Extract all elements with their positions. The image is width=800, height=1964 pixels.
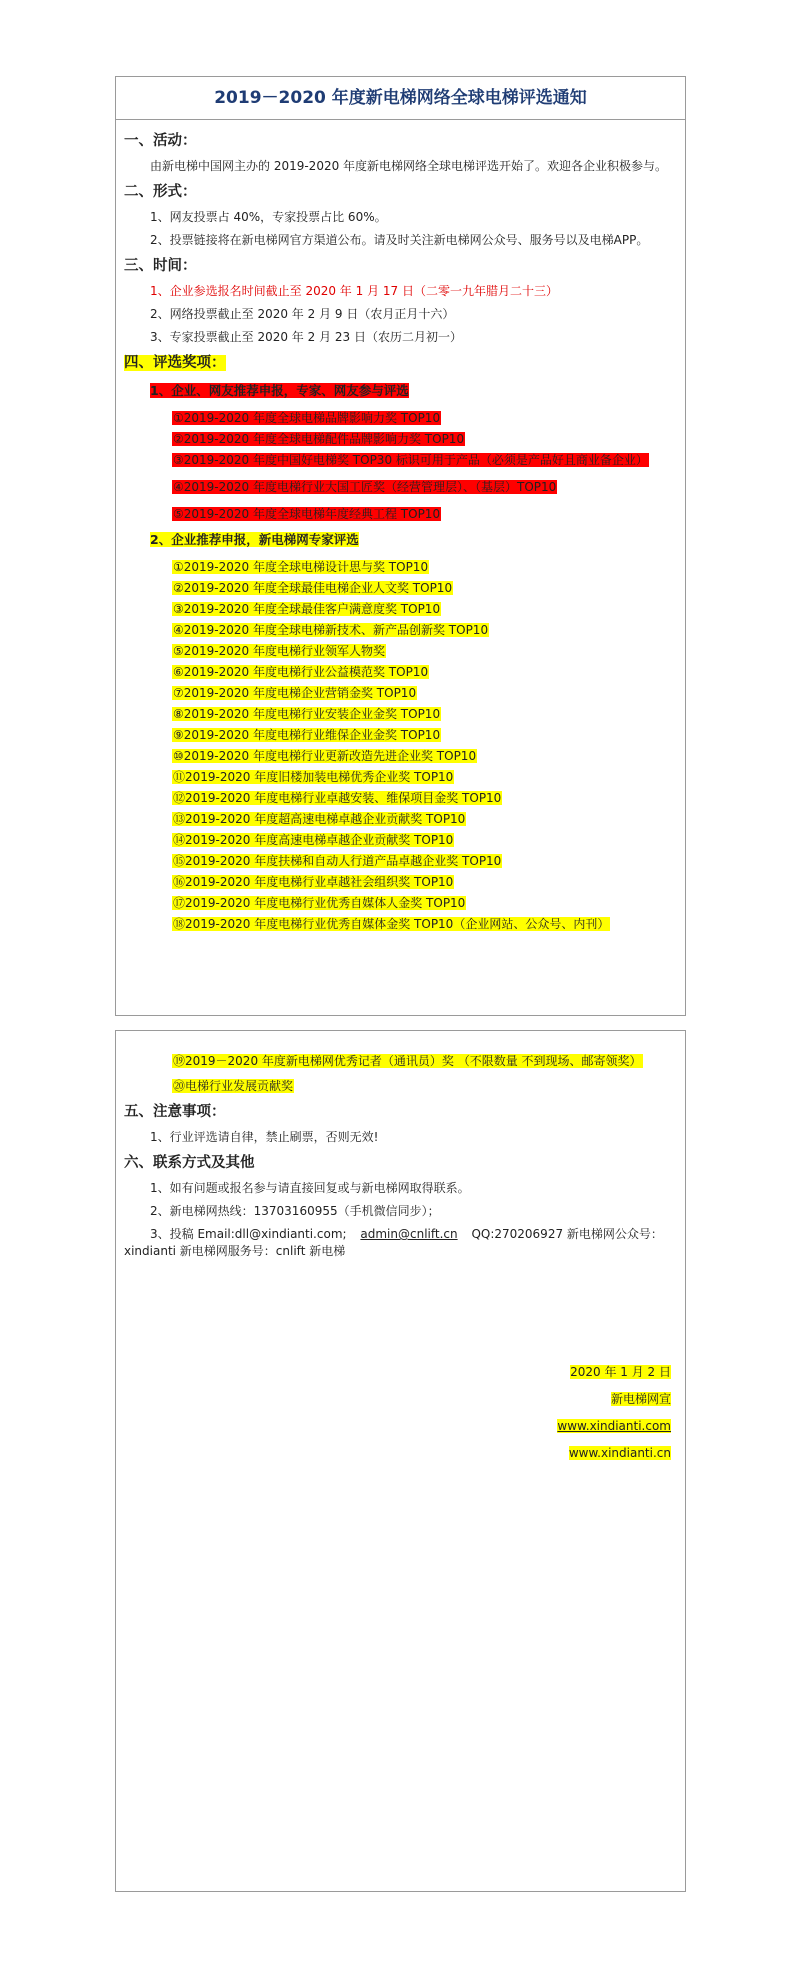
list-item: ②2019-2020 年度全球电梯配件品牌影响力奖 TOP10 xyxy=(173,432,465,446)
section-4-heading-text: 四、评选奖项： xyxy=(124,355,226,371)
category-1-heading-text: 1、企业、网友推荐申报，专家、网友参与评选 xyxy=(150,383,409,398)
page-title: 2019－2020 年度新电梯网络全球电梯评选通知 xyxy=(116,77,685,120)
list-item: ⑨2019-2020 年度电梯行业维保企业金奖 TOP10 xyxy=(173,728,441,742)
list-item: ⑧2019-2020 年度电梯行业安装企业金奖 TOP10 xyxy=(173,707,441,721)
document-page-2 xyxy=(115,1030,686,1892)
section-3-item-1: 1、企业参选报名时间截止至 2020 年 1 月 17 日（二零一九年腊月二十三） xyxy=(150,284,558,298)
page-1-content xyxy=(116,120,685,933)
section-3-item-3: 3、专家投票截止至 2020 年 2 月 23 日（农历二月初一） xyxy=(150,330,462,344)
contact-email-link[interactable]: admin@cnlift.cn xyxy=(360,1227,458,1241)
category-1-list xyxy=(124,410,679,523)
section-2-item-1: 1、网友投票占 40%，专家投票占比 60%。 xyxy=(150,210,387,224)
section-1-heading: 一、活动： xyxy=(124,133,197,149)
list-item: ⑭2019-2020 年度高速电梯卓越企业贡献奖 TOP10 xyxy=(173,833,454,847)
list-item: ③2019-2020 年度中国好电梯奖 TOP30 标识可用于产品（必须是产品好且商业备企业） xyxy=(173,453,648,467)
section-1-text: 由新电梯中国网主办的 2019-2020 年度新电梯网络全球电梯评选开始了。欢迎各企业积极参与。 xyxy=(150,159,668,173)
section-6-heading: 六、联系方式及其他 xyxy=(124,1155,255,1171)
page-2-content xyxy=(116,1031,685,1462)
list-item: ⑰2019-2020 年度电梯行业优秀自媒体人金奖 TOP10 xyxy=(173,896,466,910)
section-5-heading: 五、注意事项： xyxy=(124,1104,226,1120)
contact-prefix: 3、投稿 Email:dll@xindianti.com; xyxy=(150,1227,347,1241)
list-item: ④2019-2020 年度全球电梯新技术、新产品创新奖 TOP10 xyxy=(173,623,489,637)
list-item: ⑳电梯行业发展贡献奖 xyxy=(173,1079,294,1093)
section-4-heading xyxy=(124,352,679,374)
list-item: ④2019-2020 年度电梯行业大国工匠奖（经营管理层）、（基层）TOP10 xyxy=(173,480,557,494)
list-item: ⑲2019－2020 年度新电梯网优秀记者（通讯员）奖 （不限数量 不到现场、邮寄领奖） xyxy=(173,1054,642,1068)
list-item: ⑯2019-2020 年度电梯行业卓越社会组织奖 TOP10 xyxy=(173,875,454,889)
section-3-item-2: 2、网络投票截止至 2020 年 2 月 9 日（农月正月十六） xyxy=(150,307,455,321)
list-item: ①2019-2020 年度全球电梯设计思与奖 TOP10 xyxy=(173,560,429,574)
signature-site-1[interactable]: www.xindianti.com xyxy=(557,1419,671,1433)
list-item: ③2019-2020 年度全球最佳客户满意度奖 TOP10 xyxy=(173,602,441,616)
section-6-item-2: 2、新电梯网热线：13703160955（手机微信同步）； xyxy=(150,1204,440,1218)
section-3-heading: 三、时间： xyxy=(124,258,197,274)
signature-org: 新电梯网宣 xyxy=(610,1392,671,1406)
section-2-item-2: 2、投票链接将在新电梯网官方渠道公布。请及时关注新电梯网公众号、服务号以及电梯APP。 xyxy=(150,233,649,247)
list-item: ⑮2019-2020 年度扶梯和自动人行道产品卓越企业奖 TOP10 xyxy=(173,854,502,868)
list-item: ⑪2019-2020 年度旧楼加装电梯优秀企业奖 TOP10 xyxy=(173,770,454,784)
category-2-heading-text: 2、企业推荐申报，新电梯网专家评选 xyxy=(150,532,359,547)
signature-date: 2020 年 1 月 2 日 xyxy=(570,1365,671,1379)
document-page-1 xyxy=(115,76,686,1016)
section-6-item-3 xyxy=(124,1226,679,1260)
list-item: ⑤2019-2020 年度电梯行业领军人物奖 xyxy=(173,644,385,658)
list-item: ①2019-2020 年度全球电梯品牌影响力奖 TOP10 xyxy=(173,411,441,425)
category-2-list xyxy=(124,559,679,933)
section-5-item-1: 1、行业评选请自律，禁止刷票，否则无效! xyxy=(150,1130,379,1144)
section-6-item-1: 1、如有问题或报名参与请直接回复或与新电梯网取得联系。 xyxy=(150,1181,470,1195)
list-item: ⑱2019-2020 年度电梯行业优秀自媒体金奖 TOP10（企业网站、公众号、内刊） xyxy=(173,917,610,931)
section-2-heading: 二、形式： xyxy=(124,184,197,200)
list-item: ⑬2019-2020 年度超高速电梯卓越企业贡献奖 TOP10 xyxy=(173,812,466,826)
category-2-list-continued xyxy=(124,1053,679,1095)
list-item: ②2019-2020 年度全球最佳电梯企业人文奖 TOP10 xyxy=(173,581,453,595)
list-item: ⑥2019-2020 年度电梯行业公益模范奖 TOP10 xyxy=(173,665,429,679)
contact-rest: QQ:270206927 新电梯网公众号：xindianti 新电梯网服务号：cnlift 新电梯 xyxy=(124,1227,663,1258)
signature-site-2[interactable]: www.xindianti.cn xyxy=(568,1446,671,1460)
category-2-heading xyxy=(124,531,679,549)
list-item: ⑩2019-2020 年度电梯行业更新改造先进企业奖 TOP10 xyxy=(173,749,477,763)
list-item: ⑫2019-2020 年度电梯行业卓越安装、维保项目金奖 TOP10 xyxy=(173,791,502,805)
list-item: ⑦2019-2020 年度电梯企业营销金奖 TOP10 xyxy=(173,686,417,700)
list-item: ⑤2019-2020 年度全球电梯年度经典工程 TOP10 xyxy=(173,507,441,521)
category-1-heading xyxy=(124,382,679,400)
